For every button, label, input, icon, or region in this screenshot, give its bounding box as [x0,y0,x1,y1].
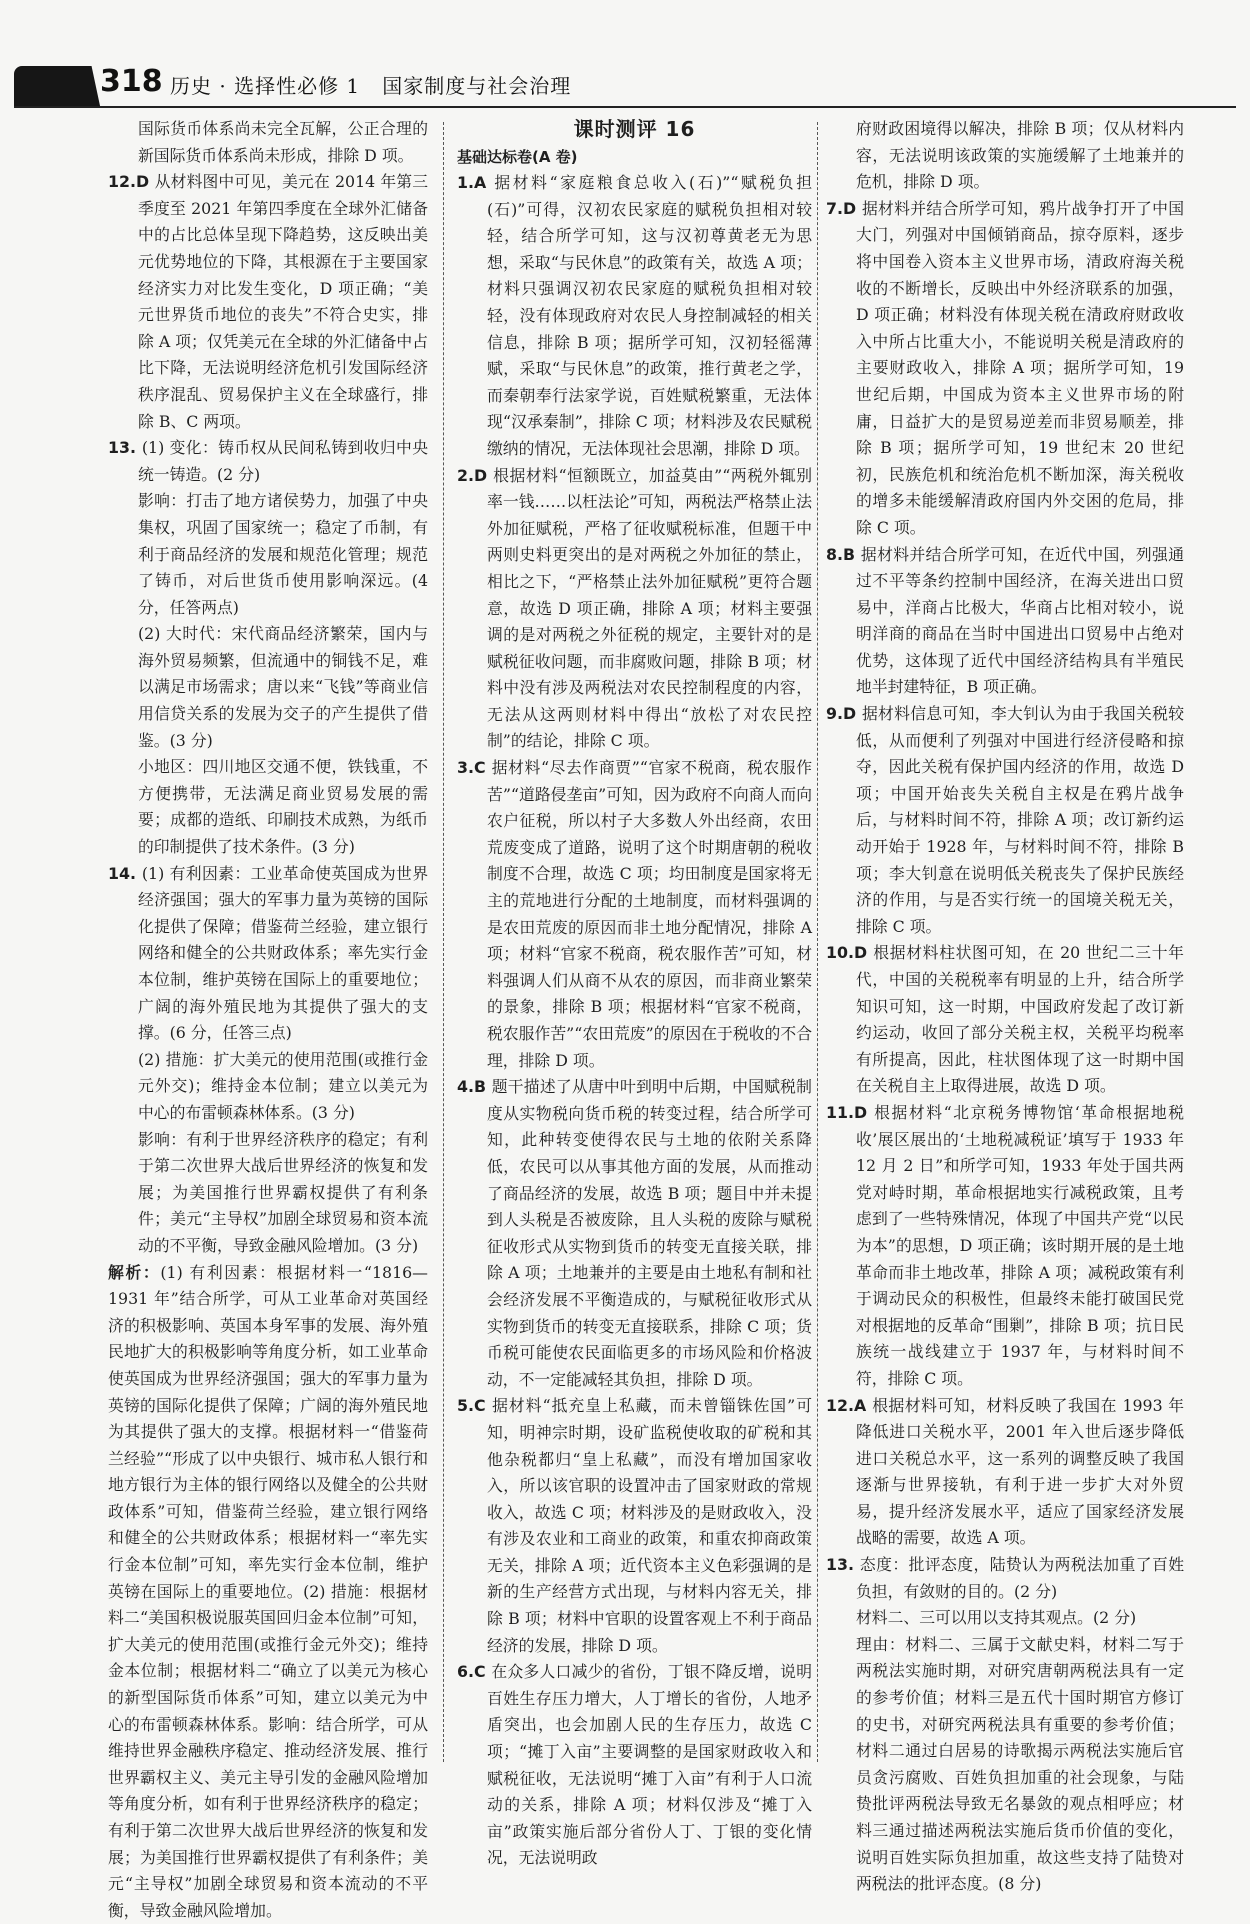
answer-paragraph [826,1100,1184,1393]
question-number: 10.D [826,943,874,963]
answer-paragraph [826,1632,1184,1898]
answer-paragraph [826,1393,1184,1553]
answer-text: 题干描述了从唐中叶到明中后期，中国赋税制度从实物税向货币税的转变过程，结合所学可知，此种转变使得农民与土地的依附关系降低，农民可以从事其他方面的发展，从而推动了商品经济的发展，故选 B 项；题目中并未提到人头税是否被废除，且人头税的废除与赋税征收形式从实物到货币的转变无直接关联，排除 A 项；土地兼并的主要是由土地私有制和社会经济发展不平衡造成的，与赋税征收形式从实物到货币的转变无直接联系，排除 C 项；货币税可能使农民面临更多的市场风险和价格波动，不一定能减轻其负担，排除 D 项。 [487,1077,812,1389]
answer-paragraph [108,116,428,169]
answer-text: 根据材料“北京税务博物馆‘革命根据地税收’展区展出的‘土地税减税证’填写于 1933 年 12 月 2 日”和所学可知，1933 年处于国共两党对峙时期，革命根据地实行减税政策，且考虑到了一些特殊情况，体现了中国共产党“以民为本”的思想，D 项正确；该时期开展的是土地革命而非土地改革，排除 A 项；减税政策有利于调动民众的积极性，但最终未能打破国民党对根据地的反革命“围剿”，排除 B 项；抗日民族统一战线建立于 1937 年，与材料时间不符，排除 C 项。 [856,1102,1184,1388]
answer-paragraph [826,940,1184,1100]
answer-paragraph [108,1260,428,1924]
answer-text: 材料二、三可以用以支持其观点。(2 分) [856,1608,1137,1628]
answer-text: 小地区：四川地区交通不便，铁钱重，不方便携带，无法满足商业贸易发展的需要；成都的造纸、印刷技术成熟，为纸币的印制提供了技术条件。(3 分) [138,757,428,857]
column-right [826,116,1184,1894]
answer-text: 根据材料柱状图可知，在 20 世纪二三十年代，中国的关税税率有明显的上升，结合所学知识可知，这一时期，中国政府发起了改订新约运动，收回了部分关税主权，关税平均税率有所提高，因此，柱状图体现了这一时期中国在关税自主上取得进展，故选 D 项。 [856,943,1184,1096]
question-number: 1.A [457,173,495,192]
question-number: 11.D [826,1102,875,1122]
answer-paragraph [826,1605,1184,1632]
page-number: 318 [100,64,163,99]
question-number: 12.A [826,1395,873,1415]
answer-paragraph [108,861,428,1047]
question-number: 4.B [457,1077,492,1097]
answer-text: 据材料“抵充皇上私藏，而未曾锱铢佐国”可知，明神宗时期，设矿监税使收取的矿税和其他杂税都归“皇上私藏”，而没有增加国家收入，所以该官职的设置冲击了国家财政的常规收入，故选 C 项；材料涉及的是财政收入，没有涉及农业和工商业的政策，和重农抑商政策无关，排除 A 项；近代资本主义色彩强调的是新的生产经营方式出现，与材料内容无关，排除 B 项；材料中官职的设置客观上不利于商品经济的发展，排除 D 项。 [487,1396,812,1655]
answer-text: 从材料图中可见，美元在 2014 年第三季度至 2021 年第四季度在全球外汇储备中的占比总体呈现下降趋势，这反映出美元优势地位的下降，其根源在于主要国家经济实力对比发生变化，D 项正确；“美元世界货币地位的丧失”不符合史实，排除 A 项；仅凭美元在全球的外汇储备中占比下降，无法说明经济危机引发国际经济秩序混乱、贸易保护主义在全球盛行，排除 B、C 两项。 [138,172,428,431]
answer-paragraph [108,754,428,860]
answer-text: 据材料并结合所学可知，在近代中国，列强通过不平等条约控制中国经济，在海关进出口贸易中，洋商占比极大，华商占比相对较小，说明洋商的商品在当时中国进出口贸易中占绝对优势，这体现了近代中国经济结构具有半殖民地半封建特征，B 项正确。 [856,544,1184,697]
answer-paragraph [826,1552,1184,1605]
section-title: 课时测评 16 [573,117,696,141]
answer-text: 根据材料“恒额既立，加益莫由”“两税外辄别率一钱……以枉法论”可知，两税法严格禁止法外加征赋税，严格了征收赋税标准，但题干中两则史料更突出的是对两税之外加征的禁止，相比之下，“严格禁止法外加征赋税”更符合题意，故选 D 项正确，排除 A 项；材料主要强调的是对两税之外征税的规定，主要针对的是赋税征收问题，而非腐败问题，排除 B 项；材料中没有涉及两税法对农民控制程度的内容，无法从这两则材料中得出“放松了对农民控制”的结论，排除 C 项。 [487,465,812,751]
answer-paragraph [457,1074,812,1393]
answer-paragraph [457,170,812,463]
column-middle [457,116,813,1868]
analysis-label: 解析： [108,1262,161,1282]
answer-text: 据材料“家庭粮食总收入(石)”“赋税负担(石)”可得，汉初农民家庭的赋税负担相对较轻，结合所学可知，这与汉初尊黄老无为思想，采取“与民休息”的政策有关，故选 A 项；材料只强调汉初农民家庭的赋税负担相对较轻，没有体现政府对农民人身控制减轻的相关信息，排除 B 项；据所学可知，汉初轻徭薄赋，采取“与民休息”的政策，推行黄老之学，而秦朝奉行法家学说，百姓赋税繁重，无法体现“汉承秦制”，排除 C 项；材料涉及农民赋税缴纳的情况，无法体现社会思潮，排除 D 项。 [487,173,813,458]
header-title: 历史 · 选择性必修 1 国家制度与社会治理 [170,74,572,98]
column-divider-left [443,122,444,1762]
question-number: 2.D [457,465,494,485]
answer-paragraph [457,1659,812,1872]
column-left [108,116,428,1920]
column-divider-right [817,122,818,1762]
answer-paragraph [826,116,1184,196]
question-number: 9.D [826,704,862,724]
answer-text: 态度：批评态度，陆贽认为两税法加重了百姓负担，有敛财的目的。(2 分) [856,1555,1184,1601]
answer-text: 理由：材料二、三属于文献史料，材料二写于两税法实施时期，对研究唐朝两税法具有一定的参考价值；材料三是五代十国时期官方修订的史书，对研究两税法具有重要的参考价值；材料二通过白居易的诗歌揭示两税法实施后官员贪污腐败、百姓负担加重的社会现象，与陆贽批评两税法导致无名暴敛的观点相呼应；材料三通过描述两税法实施后货币价值的变化，说明百姓实际负担加重，故这些支持了陆贽对两税法的批评态度。(8 分) [856,1634,1184,1894]
header-rule [14,106,1236,108]
answer-text: 在众多人口减少的省份，丁银不降反增，说明百姓生存压力增大，人丁增长的省份，人地矛盾突出，也会加剧人民的生存压力，故选 C 项；“摊丁入亩”主要调整的是国家财政收入和赋税征收，无法说明“摊丁入亩”有利于人口流动的关系，排除 A 项；材料仅涉及“摊丁入亩”政策实施后部分省份人丁、丁银的变化情况，无法说明政 [487,1662,812,1868]
answer-text: 据材料信息可知，李大钊认为由于我国关税较低，从而便利了列强对中国进行经济侵略和掠夺，因此关税有保护国内经济的作用，故选 D 项；中国开始丧失关税自主权是在鸦片战争后，与材料时间不符，排除 A 项；改订新约运动开始于 1928 年，与材料时间不符，排除 B 项；李大钊意在说明低关税丧失了保护民族经济的作用，与是否实行统一的国境关税无关，排除 C 项。 [856,704,1184,936]
page-header [0,50,1250,110]
question-number: 7.D [826,198,862,218]
answer-paragraph [457,1393,812,1659]
answer-paragraph [826,701,1184,940]
question-number: 13. [108,438,142,458]
answer-paragraph [108,169,428,435]
answer-paragraph [108,1127,428,1260]
answer-paragraph [108,435,428,488]
answer-paragraph [826,196,1184,542]
answer-text: (1) 有利因素：工业革命使英国成为世界经济强国；强大的军事力量为英镑的国际化提供了保障；借鉴荷兰经验，建立银行网络和健全的公共财政体系；率先实行金本位制，维护英镑在国际上的重要地位；广阔的海外殖民地为其提供了强大的支撑。(6 分，任答三点) [138,863,428,1043]
answer-paragraph [108,488,428,621]
answer-paragraph [457,463,812,756]
answer-text: (1) 有利因素：根据材料一“1816—1931 年”结合所学，可从工业革命对英国经济的积极影响、英国本身军事的发展、海外殖民地扩大的积极影响等角度分析，如工业革命使英国成为世界经济强国；强大的军事力量为英镑的国际化提供了保障；广阔的海外殖民地为其提供了强大的支撑。根据材料一“借鉴荷兰经验”“形成了以中央银行、城市私人银行和地方银行为主体的银行网络以及健全的公共财政体系”可知，借鉴荷兰经验，建立银行网络和健全的公共财政体系；根据材料一“率先实行金本位制”可知，率先实行金本位制，维护英镑在国际上的重要地位。(2) 措施：根据材料二“美国积极说服英国回归金本位制”可知，扩大美元的使用范围(或推行金元外交)；维持金本位制；根据材料二“确立了以美元为核心的新型国际货币体系”可知，建立以美元为中心的布雷顿森林体系。影响：结合所学，可从维持世界金融秩序稳定、推动经济发展、推行世界霸权主义、美元主导引发的金融风险增加等角度分析，如有利于世界经济秩序的稳定；有利于第二次世界大战后世界经济的恢复和发展；为美国推行世界霸权提供了有利条件；美元“主导权”加剧全球贸易和资本流动的不平衡，导致金融风险增加。 [108,1262,428,1920]
section-subtitle: 基础达标卷(A 卷) [457,148,578,166]
question-number: 3.C [457,758,492,778]
column-middle-body [457,170,812,1872]
answer-text: 根据材料可知，材料反映了我国在 1993 年降低进口关税水平，2001 年入世后逐步降低进口关税总水平，这一系列的调整反映了我国逐渐与世界接轨，有利于进一步扩大对外贸易，提升经济发展水平，适应了国家经济发展战略的需要，故选 A 项。 [856,1395,1184,1548]
answer-text: 影响：打击了地方诸侯势力，加强了中央集权，巩固了国家统一；稳定了币制，有利于商品经济的发展和规范化管理；规范了铸币，对后世货币使用影响深远。(4 分，任答两点) [138,491,428,617]
answer-text: 据材料并结合所学可知，鸦片战争打开了中国大门，列强对中国倾销商品，掠夺原料，逐步将中国卷入资本主义世界市场，清政府海关税收的不断增长，反映出中外经济联系的加强，D 项正确；材料没有体现关税在清政府财政收入中所占比重大小，不能说明关税是清政府的主要财政收入，排除 A 项；据所学可知，19 世纪后期，中国成为资本主义世界市场的附庸，日益扩大的是贸易逆差而非贸易顺差，排除 B 项；据所学可知，19 世纪末 20 世纪初，民族危机和统治危机不断加深，海关税收的增多未能缓解清政府国内外交困的危局，排除 C 项。 [856,198,1184,537]
question-number: 12.D [108,172,155,192]
answer-text: (2) 大时代：宋代商品经济繁荣，国内与海外贸易频繁，但流通中的铜钱不足，难以满足市场需求；唐以来“飞钱”等商业信用信贷关系的发展为交子的产生提供了借鉴。(3 分) [138,624,428,750]
header-tab-decoration [14,66,86,108]
answer-paragraph [457,755,812,1074]
answer-text: (2) 措施：扩大美元的使用范围(或推行金元外交)；维持金本位制；建立以美元为中心的布雷顿森林体系。(3 分) [138,1049,428,1122]
question-number: 5.C [457,1396,493,1416]
question-number: 8.B [826,544,861,564]
answer-text: 影响：有利于世界经济秩序的稳定；有利于第二次世界大战后世界经济的恢复和发展；为美国推行世界霸权提供了有利条件；美元“主导权”加剧全球贸易和资本流动的不平衡，导致金融风险增加。(3 分) [138,1129,428,1255]
question-number: 6.C [457,1662,492,1682]
answer-text: (1) 变化：铸币权从民间私铸到收归中央统一铸造。(2 分) [138,438,428,484]
answer-text: 国际货币体系尚未完全瓦解，公正合理的新国际货币体系尚未形成，排除 D 项。 [138,119,428,165]
answer-paragraph [108,621,428,754]
answer-text: 据材料“尽去作商贾”“官家不税商，税农服作苦”“道路侵垄亩”可知，因为政府不向商人而向农户征税，所以村子大多数人外出经商，农田荒废变成了道路，说明了这个时期唐朝的税收制度不合理，故选 C 项；均田制度是国家将无主的荒地进行分配的土地制度，而材料强调的是农田荒废的原因而非土地分配情况，排除 A 项；材料“官家不税商，税农服作苦”可知，材料强调人们从商不从农的原因，而非商业繁荣的景象，排除 B 项；根据材料“官家不税商，税农服作苦”“农田荒废”的原因在于税收的不合理，排除 D 项。 [487,758,812,1070]
answer-text: 府财政困境得以解决，排除 B 项；仅从材料内容，无法说明该政策的实施缓解了土地兼并的危机，排除 D 项。 [856,119,1184,192]
question-number: 14. [108,863,142,883]
answer-paragraph [826,542,1184,702]
answer-paragraph [108,1047,428,1127]
question-number: 13. [826,1555,860,1575]
